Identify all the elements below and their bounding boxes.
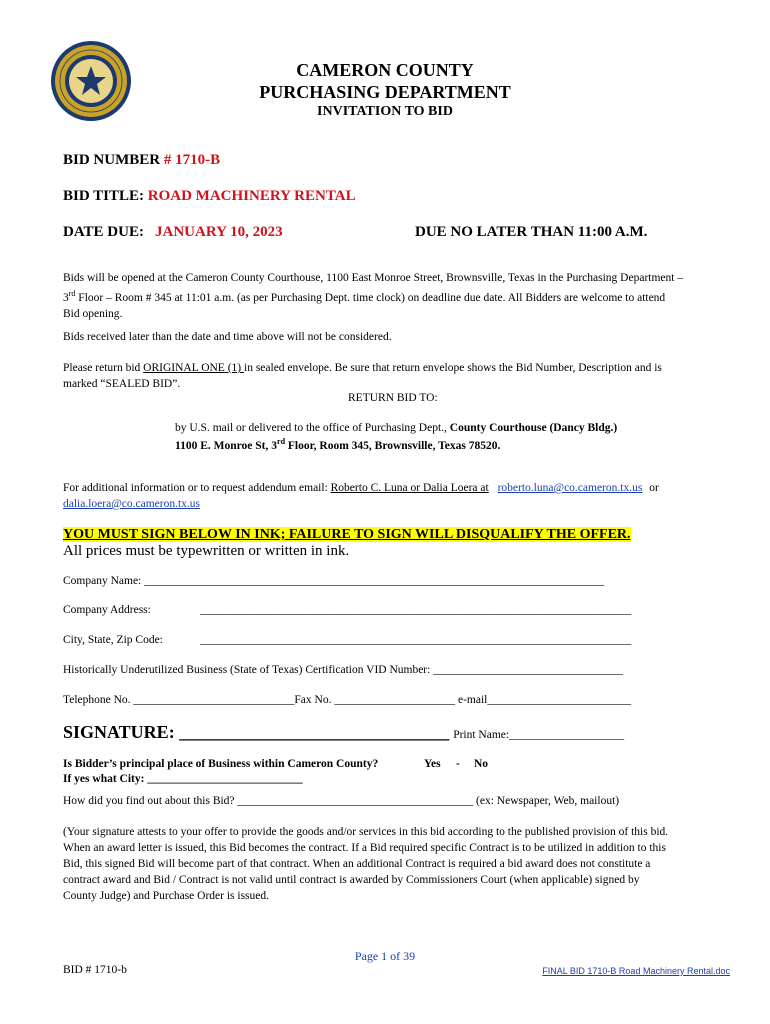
footer-file-link[interactable]: FINAL BID 1710-B Road Machinery Rental.doc <box>542 966 730 976</box>
contact-info: For additional information or to request addendum email: Roberto C. Luna or Dalia Loera at roberto.luna@co.cameron.tx.us or dalia.loera@co.cameron.tx.us <box>63 482 659 510</box>
date-due-label: DATE DUE: <box>63 224 144 240</box>
company-address-label: Company Address: <box>63 604 151 616</box>
phone-fax-email-field[interactable]: Telephone No. ____________________________Fax No. _____________________ e-mail_________________________ <box>63 694 632 706</box>
email-link-roberto[interactable]: roberto.luna@co.cameron.tx.us <box>497 482 643 494</box>
bid-title <box>63 188 356 205</box>
late-bids-note: Bids received later than the date and time above will not be considered. <box>63 331 392 343</box>
footer-bid-ref: BID # 1710-b <box>63 964 127 976</box>
bid-number <box>63 152 220 169</box>
principal-place-question: Is Bidder’s principal place of Business within Cameron County? <box>63 758 379 770</box>
original-one-underlined: ORIGINAL ONE (1) <box>143 362 244 374</box>
attestation-paragraph: (Your signature attests to your offer to provide the goods and/or services in this bid according to the published provision of this bid. When an award letter is issued, this Bid becomes the contract. If a Bid required specific Contract is to be utilized in addition to this Bid, this signed Bid will become part of that contract. When an additional Contract is required a bid award does not constitute a contract award and Bid / Contract is not valid until contract is awarded by Commissioners Court (when applicable) signed by County Judge) and Purchase Order is issued. <box>63 826 669 902</box>
print-name-field[interactable]: Print Name:____________________ <box>453 729 625 741</box>
due-time: DUE NO LATER THAN 11:00 A.M. <box>415 224 648 240</box>
bid-number-value: # 1710-B <box>163 152 221 168</box>
ink-note: All prices must be typewritten or written in ink. <box>63 543 350 559</box>
department-heading: PURCHASING DEPARTMENT <box>259 82 511 102</box>
company-name-field[interactable]: Company Name: ________________________________________________________________________________ <box>63 575 605 587</box>
opening-line-2: 3rd Floor – Room # 345 at 11:01 a.m. (as per Purchasing Dept. time clock) on deadline due date. All Bidders are welcome to attend <box>63 289 666 304</box>
opening-paragraph <box>63 270 743 322</box>
company-address-field[interactable]: ___________________________________________________________________________ <box>200 604 632 616</box>
opening-line-1: Bids will be opened at the Cameron County Courthouse, 1100 East Monroe Street, Brownsville, Texas in the Purchasing Department – <box>63 272 684 284</box>
city-state-zip-field[interactable]: ___________________________________________________________________________ <box>200 634 632 646</box>
sign-warning-text: YOU MUST SIGN BELOW IN INK; FAILURE TO SIGN WILL DISQUALIFY THE OFFER. <box>63 527 631 542</box>
hub-vid-field[interactable]: Historically Underutilized Business (State of Texas) Certification VID Number: _________________________________ <box>63 664 623 676</box>
yes-option[interactable]: Yes <box>424 758 441 770</box>
document-subtitle: INVITATION TO BID <box>317 104 453 119</box>
how-found-field[interactable]: How did you find out about this Bid? _________________________________________ (ex: Newspaper, Web, mailout) <box>63 795 620 807</box>
signature-row <box>63 722 624 743</box>
city-question-field[interactable]: If yes what City: ___________________________ <box>63 773 303 785</box>
city-state-zip-label: City, State, Zip Code: <box>63 634 163 646</box>
bid-title-label: BID TITLE: <box>63 188 148 204</box>
return-instructions: Please return bid ORIGINAL ONE (1) in sealed envelope. Be sure that return envelope shows the Bid Number, Description and is marked “SEALED BID”. <box>63 362 662 390</box>
signature-field[interactable]: ______________________________ <box>179 722 450 742</box>
page-number: Page 1 of 39 <box>354 949 416 963</box>
bid-number-label: BID NUMBER <box>63 152 164 168</box>
bid-title-value: ROAD MACHINERY RENTAL <box>147 188 356 204</box>
no-option[interactable]: No <box>474 758 489 770</box>
county-heading: CAMERON COUNTY <box>296 60 474 80</box>
contact-names: Roberto C. Luna or Dalia Loera at <box>330 482 489 494</box>
sign-warning <box>63 525 631 543</box>
date-due-value: JANUARY 10, 2023 <box>155 224 283 240</box>
yes-no-separator: - <box>456 758 460 770</box>
return-bid-to: RETURN BID TO: <box>348 392 438 404</box>
address-line-2: 1100 E. Monroe St, 3rd Floor, Room 345, Brownsville, Texas 78520. <box>175 437 501 452</box>
address-line-1: by U.S. mail or delivered to the office of Purchasing Dept., County Courthouse (Dancy Bldg.) <box>175 422 618 434</box>
signature-label: SIGNATURE: <box>63 722 180 742</box>
email-link-dalia[interactable]: dalia.loera@co.cameron.tx.us <box>63 498 201 510</box>
opening-line-3: Bid opening. <box>63 307 123 320</box>
